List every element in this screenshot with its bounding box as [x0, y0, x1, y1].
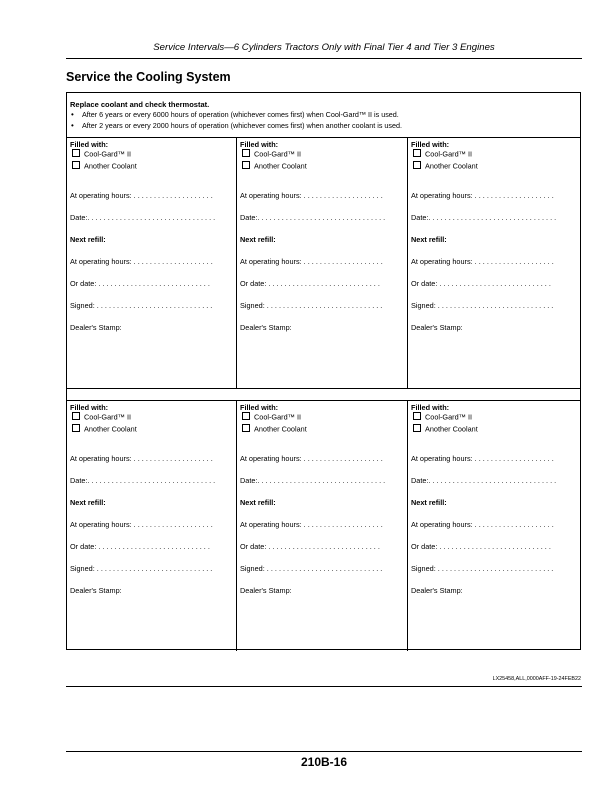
signed-field[interactable]: Signed: . . . . . . . . . . . . . . . . . . . . . . . . . . . . .	[240, 301, 383, 310]
filled-with-label: Filled with:	[240, 403, 279, 412]
another-coolant-label: Another Coolant	[425, 161, 478, 171]
another-coolant-option	[70, 161, 233, 171]
another-coolant-option	[70, 424, 233, 434]
coolgard-label: Cool-Gard™ II	[254, 412, 302, 422]
date-field[interactable]: Date:. . . . . . . . . . . . . . . . . . . . . . . . . . . . . . . .	[411, 213, 557, 222]
signed-field[interactable]: Signed: . . . . . . . . . . . . . . . . . . . . . . . . . . . . .	[411, 564, 554, 573]
signed-field[interactable]: Signed: . . . . . . . . . . . . . . . . . . . . . . . . . . . . .	[411, 301, 554, 310]
dealer-stamp-label: Dealer's Stamp:	[70, 586, 122, 595]
checkbox-icon[interactable]	[413, 424, 421, 432]
another-coolant-label: Another Coolant	[254, 424, 307, 434]
bullet-dot-icon: •	[71, 121, 74, 130]
intro-title: Replace coolant and check thermostat.	[70, 100, 210, 109]
coolgard-label: Cool-Gard™ II	[84, 412, 132, 422]
checkbox-icon[interactable]	[72, 412, 80, 420]
another-coolant-label: Another Coolant	[84, 161, 137, 171]
coolgard-option	[240, 149, 404, 159]
signed-field[interactable]: Signed: . . . . . . . . . . . . . . . . . . . . . . . . . . . . .	[240, 564, 383, 573]
or-date-field[interactable]: Or date: . . . . . . . . . . . . . . . . . . . . . . . . . . . .	[70, 542, 210, 551]
filled-with-label: Filled with:	[70, 403, 109, 412]
another-coolant-option	[240, 424, 404, 434]
running-header: Service Intervals—6 Cylinders Tractors Only with Final Tier 4 and Tier 3 Engines	[153, 42, 495, 53]
coolgard-option	[70, 149, 233, 159]
checkbox-icon[interactable]	[413, 412, 421, 420]
dealer-stamp-label: Dealer's Stamp:	[411, 586, 463, 595]
date-field[interactable]: Date:. . . . . . . . . . . . . . . . . . . . . . . . . . . . . . . .	[240, 213, 386, 222]
or-date-field[interactable]: Or date: . . . . . . . . . . . . . . . . . . . . . . . . . . . .	[70, 279, 210, 288]
next-refill-label: Next refill:	[411, 498, 447, 507]
checkbox-icon[interactable]	[72, 424, 80, 432]
operating-hours-field[interactable]: At operating hours: . . . . . . . . . . . . . . . . . . . .	[70, 454, 213, 463]
filled-with-label: Filled with:	[411, 403, 450, 412]
bullet-text: After 2 years or every 2000 hours of operation (whichever comes first) when another coolant is used.	[82, 121, 403, 130]
record-cell	[237, 138, 408, 388]
coolgard-label: Cool-Gard™ II	[425, 149, 473, 159]
checkbox-icon[interactable]	[413, 161, 421, 169]
filled-with-label: Filled with:	[411, 140, 450, 149]
dealer-stamp-label: Dealer's Stamp:	[240, 586, 292, 595]
refill-hours-field[interactable]: At operating hours: . . . . . . . . . . . . . . . . . . . .	[70, 520, 213, 529]
checkbox-icon[interactable]	[72, 149, 80, 157]
section-title: Service the Cooling System	[66, 70, 231, 84]
refill-hours-field[interactable]: At operating hours: . . . . . . . . . . . . . . . . . . . .	[411, 520, 554, 529]
checkbox-icon[interactable]	[72, 161, 80, 169]
operating-hours-field[interactable]: At operating hours: . . . . . . . . . . . . . . . . . . . .	[240, 454, 383, 463]
footer-rule	[66, 751, 582, 752]
coolgard-label: Cool-Gard™ II	[84, 149, 132, 159]
header-rule	[66, 58, 582, 59]
refill-hours-field[interactable]: At operating hours: . . . . . . . . . . . . . . . . . . . .	[70, 257, 213, 266]
next-refill-label: Next refill:	[70, 235, 106, 244]
another-coolant-option	[240, 161, 404, 171]
signed-field[interactable]: Signed: . . . . . . . . . . . . . . . . . . . . . . . . . . . . .	[70, 301, 213, 310]
another-coolant-label: Another Coolant	[84, 424, 137, 434]
coolgard-label: Cool-Gard™ II	[425, 412, 473, 422]
another-coolant-option	[411, 424, 577, 434]
dealer-stamp-label: Dealer's Stamp:	[411, 323, 463, 332]
or-date-field[interactable]: Or date: . . . . . . . . . . . . . . . . . . . . . . . . . . . .	[240, 279, 380, 288]
refill-hours-field[interactable]: At operating hours: . . . . . . . . . . . . . . . . . . . .	[240, 520, 383, 529]
checkbox-icon[interactable]	[242, 412, 250, 420]
intro-bullet	[70, 109, 577, 120]
document-reference: LX25458,ALL,0000AFF-19-24FEB22	[492, 676, 581, 682]
or-date-field[interactable]: Or date: . . . . . . . . . . . . . . . . . . . . . . . . . . . .	[411, 542, 551, 551]
coolgard-option	[411, 412, 577, 422]
checkbox-icon[interactable]	[242, 149, 250, 157]
record-cell	[67, 401, 237, 651]
coolgard-option	[411, 149, 577, 159]
operating-hours-field[interactable]: At operating hours: . . . . . . . . . . . . . . . . . . . .	[70, 191, 213, 200]
date-field[interactable]: Date:. . . . . . . . . . . . . . . . . . . . . . . . . . . . . . . .	[70, 213, 216, 222]
bullet-dot-icon: •	[71, 110, 74, 119]
date-field[interactable]: Date:. . . . . . . . . . . . . . . . . . . . . . . . . . . . . . . .	[411, 476, 557, 485]
filled-with-label: Filled with:	[240, 140, 279, 149]
next-refill-label: Next refill:	[411, 235, 447, 244]
next-refill-label: Next refill:	[240, 498, 276, 507]
next-refill-label: Next refill:	[70, 498, 106, 507]
refill-hours-field[interactable]: At operating hours: . . . . . . . . . . . . . . . . . . . .	[240, 257, 383, 266]
record-cell	[408, 138, 580, 388]
another-coolant-option	[411, 161, 577, 171]
coolgard-label: Cool-Gard™ II	[254, 149, 302, 159]
checkbox-icon[interactable]	[242, 161, 250, 169]
another-coolant-label: Another Coolant	[254, 161, 307, 171]
date-field[interactable]: Date:. . . . . . . . . . . . . . . . . . . . . . . . . . . . . . . .	[70, 476, 216, 485]
dealer-stamp-label: Dealer's Stamp:	[240, 323, 292, 332]
record-cell	[408, 401, 580, 651]
checkbox-icon[interactable]	[242, 424, 250, 432]
record-cell	[237, 401, 408, 651]
record-group-1	[67, 138, 580, 388]
page-number: 210B-16	[300, 755, 348, 769]
filled-with-label: Filled with:	[70, 140, 109, 149]
operating-hours-field[interactable]: At operating hours: . . . . . . . . . . . . . . . . . . . .	[411, 191, 554, 200]
next-refill-label: Next refill:	[240, 235, 276, 244]
checkbox-icon[interactable]	[413, 149, 421, 157]
coolgard-option	[240, 412, 404, 422]
operating-hours-field[interactable]: At operating hours: . . . . . . . . . . . . . . . . . . . .	[240, 191, 383, 200]
or-date-field[interactable]: Or date: . . . . . . . . . . . . . . . . . . . . . . . . . . . .	[411, 279, 551, 288]
service-form	[66, 92, 581, 650]
group-divider	[67, 388, 580, 389]
intro-bullet	[70, 120, 577, 131]
bullet-text: After 6 years or every 6000 hours of operation (whichever comes first) when Cool-Gard™ II is used.	[82, 110, 399, 119]
dealer-stamp-label: Dealer's Stamp:	[70, 323, 122, 332]
signed-field[interactable]: Signed: . . . . . . . . . . . . . . . . . . . . . . . . . . . . .	[70, 564, 213, 573]
or-date-field[interactable]: Or date: . . . . . . . . . . . . . . . . . . . . . . . . . . . .	[240, 542, 380, 551]
operating-hours-field[interactable]: At operating hours: . . . . . . . . . . . . . . . . . . . .	[411, 454, 554, 463]
coolgard-option	[70, 412, 233, 422]
intro-box	[67, 93, 580, 138]
footer-rule	[66, 686, 582, 687]
refill-hours-field[interactable]: At operating hours: . . . . . . . . . . . . . . . . . . . .	[411, 257, 554, 266]
date-field[interactable]: Date:. . . . . . . . . . . . . . . . . . . . . . . . . . . . . . . .	[240, 476, 386, 485]
record-group-2	[67, 400, 580, 651]
record-cell	[67, 138, 237, 388]
another-coolant-label: Another Coolant	[425, 424, 478, 434]
